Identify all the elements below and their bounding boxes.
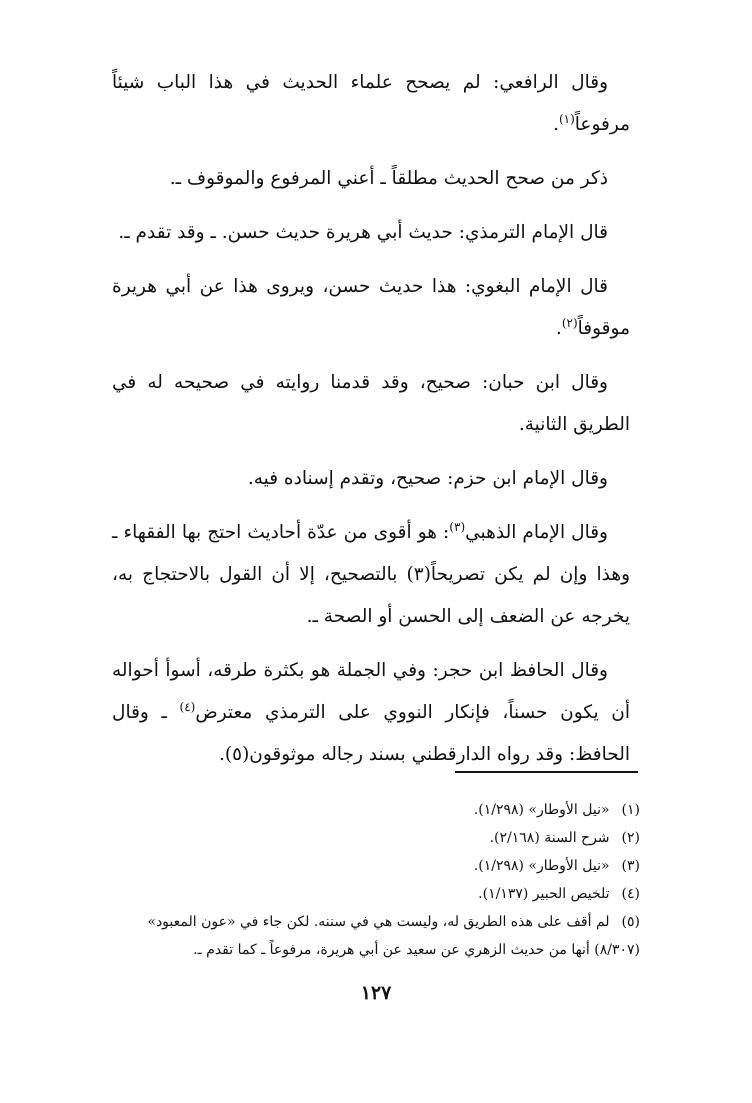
paragraph-text: وقال الرافعي: لم يصحح علماء الحديث في هذا الباب شيئاً مرفوعاً	[112, 72, 630, 135]
paragraph-text: وقال ابن حبان: صحيح، وقد قدمنا روايته في صحيحه له في الطريق الثانية.	[112, 372, 630, 435]
paragraph-text: ذكر من صحح الحديث مطلقاً ـ أعني المرفوع والموقوف ـ.	[169, 168, 608, 189]
paragraph	[112, 362, 630, 446]
footnote-number: (١)	[621, 802, 640, 818]
paragraph	[112, 650, 630, 776]
footnote-item	[112, 824, 640, 852]
footnote-text: شرح السنة (٢/١٦٨).	[489, 830, 610, 846]
footnote-ref: (٤)	[179, 699, 196, 714]
footnote-ref: (٢)	[561, 315, 578, 330]
paragraph-text: .	[555, 318, 562, 339]
footnotes	[112, 796, 640, 964]
paragraph	[112, 212, 630, 254]
footnote-text: تلخيص الحبير (١/١٣٧).	[478, 886, 610, 902]
paragraph-text: وقال الإمام ابن حزم: صحيح، وتقدم إسناده فيه.	[247, 468, 608, 489]
footnote-number: (٢)	[621, 830, 640, 846]
page-number: ١٢٧	[360, 982, 392, 1004]
footnote-item	[112, 796, 640, 824]
footnote-item	[112, 852, 640, 880]
footnote-text: «نيل الأوطار» (١/٢٩٨).	[473, 802, 610, 818]
footnote-number: (٣)	[621, 858, 640, 874]
footnote-ref: (١)	[558, 111, 575, 126]
footnote-number: (٤)	[621, 886, 640, 902]
paragraph	[112, 158, 630, 200]
paragraph	[112, 512, 630, 638]
paragraph-text: : هو أقوى من عدّة أحاديث احتج بها الفقهاء ـ وهذا وإن لم يكن تصريحاً(٣) بالتصحيح، إلا أن القول بالاحتجاج به، يخرجه عن الضعف إلى الحسن أو الصحة ـ.	[112, 522, 631, 627]
footnote-text: لم أقف على هذه الطريق له، وليست هي في سننه. لكن جاء في «عون المعبود» (٨/٣٠٧) أنها من حديث الزهري عن سعيد عن أبي هريرة، مرفوعاً ـ كما تقدم ـ.	[147, 914, 640, 958]
paragraph-text: وقال الحافظ ابن حجر: وفي الجملة هو بكثرة طرقه، أسوأ أحواله أن يكون حسناً، فإنكار النووي على الترمذي معترض	[112, 660, 630, 723]
paragraph	[112, 458, 630, 500]
footnote-number: (٥)	[621, 914, 640, 930]
footnote-item	[112, 908, 640, 964]
paragraph-text: ـ وقال الحافظ: وقد رواه الدارقطني بسند رجاله موثوقون(٥).	[112, 702, 630, 765]
paragraph-text: .	[553, 114, 559, 135]
footnote-text: «نيل الأوطار» (١/٢٩٨).	[473, 858, 610, 874]
main-text	[112, 62, 630, 788]
paragraph-text: قال الإمام البغوي: هذا حديث حسن، ويروى هذا عن أبي هريرة موقوفاً	[112, 276, 630, 339]
footnote-divider	[455, 771, 638, 773]
footnote-item	[112, 880, 640, 908]
paragraph-text: قال الإمام الترمذي: حديث أبي هريرة حديث حسن. ـ وقد تقدم ـ.	[118, 222, 608, 243]
paragraph	[112, 62, 630, 146]
footnote-ref: (٣)	[449, 519, 466, 534]
paragraph	[112, 266, 630, 350]
paragraph-text: وقال الإمام الذهبي	[465, 522, 608, 543]
